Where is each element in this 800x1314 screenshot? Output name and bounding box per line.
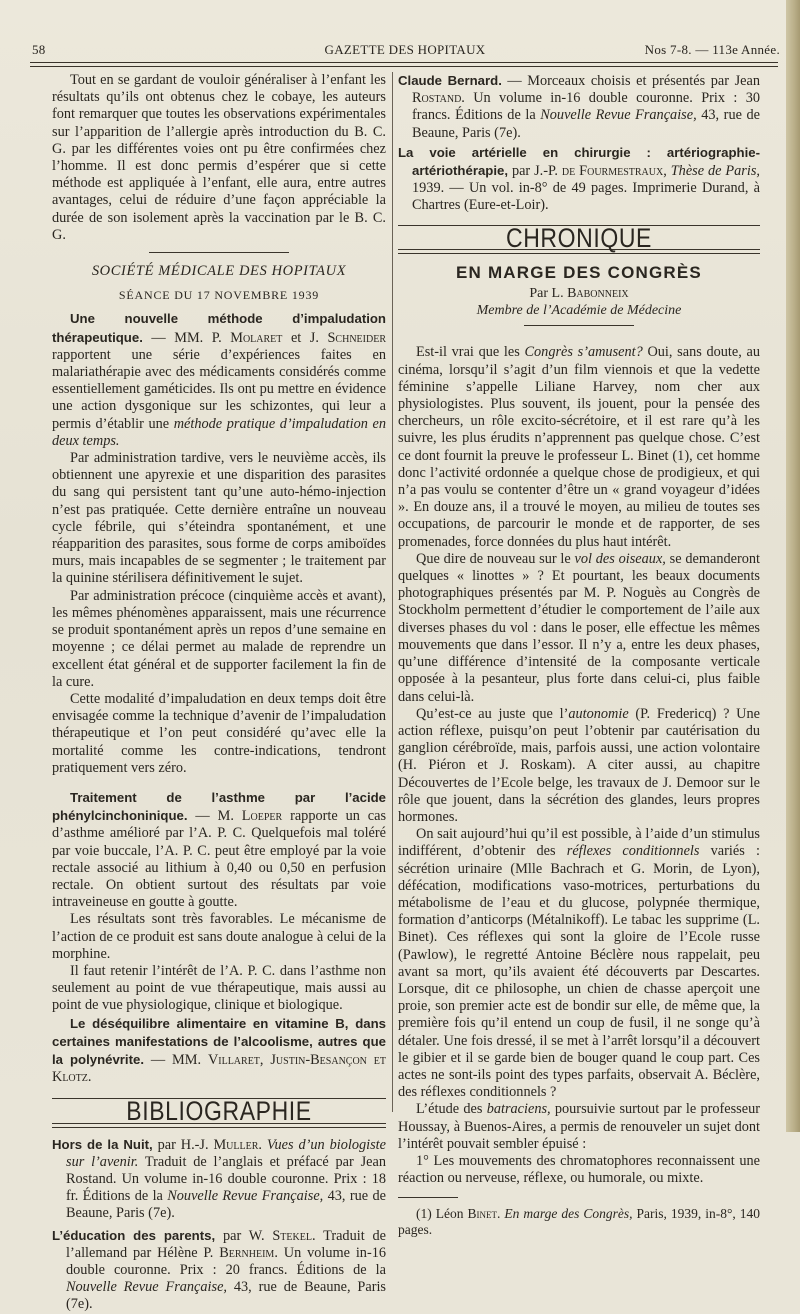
text-run: Que dire de nouveau sur le xyxy=(416,550,575,567)
page-spine-edge xyxy=(786,0,800,1132)
publisher-name: Nouvelle Revue Française, xyxy=(540,107,697,124)
italic-phrase: batraciens, xyxy=(486,1101,551,1118)
biblio-entry xyxy=(398,72,760,142)
book-title: Claude Bernard. xyxy=(398,73,502,88)
article-heading: EN MARGE DES CONGRÈS xyxy=(456,262,702,282)
journal-title: GAZETTE DES HOPITAUX xyxy=(324,42,486,57)
text-run: — MM. xyxy=(144,1051,208,1068)
author-name: Babonneix xyxy=(567,286,629,302)
author-name: Schneider xyxy=(327,329,386,346)
text-run: 43, rue de Beaune, Paris (7e). xyxy=(66,1279,386,1313)
header-rule xyxy=(30,62,778,63)
text-run: L’étude des xyxy=(416,1101,487,1118)
author-role: Membre de l’Académie de Médecine xyxy=(476,303,682,319)
article-title: Une nouvelle méthode d’impaludation thérapeutique. xyxy=(52,311,386,345)
paragraph: Il faut retenir l’intérêt de l’A. P. C. dans l’asthme non seulement au point de vue thérapeutique, mais aussi au point de vue physiologique, clinique et biologique. xyxy=(52,962,386,1014)
paragraph: Par administration tardive, vers le neuvième accès, ils obtiennent une apyrexie et une disparition des parasites du sang qui persistent tant qu’une auto-hémo-injection n’est pas pratiquée. Cette dernière entraîne un nouveau cycle fébrile, qui s’éteindra spontanément, et une réapparition des parasites, sous forme de corps amiboïdes murs, mais incapables de se segmenter ; le traitement par la quinine stérilisera définitivement le sujet. xyxy=(52,450,386,587)
article-title: Le déséquilibre alimentaire en vitamine B, dans certaines manifestations de l’alcoolisme, autres que la polynévrite. xyxy=(52,1015,386,1067)
author-name: Molaret xyxy=(230,329,283,346)
text-run: par H.-J. xyxy=(152,1136,214,1153)
text-run: par J.-P. xyxy=(508,163,562,180)
text-run: Paris, 1939, in-8°, 140 pages. xyxy=(398,1206,760,1238)
author-name: Muller. xyxy=(213,1136,262,1153)
translator-name: Bernheim. xyxy=(219,1244,278,1261)
author-names: Villaret, Justin-Besançon et Klotz. xyxy=(52,1051,386,1086)
text-run: (P. Fredericq) ? Une action réflexe, puisqu’on peut l’obtenir par cautérisation du ganglion cérébroïde, mais, parfois aussi, une action volontaire (H. Piéron et J. Roskam). A citer aussi, au chapitre Découvertes de l’Ecole belge, les travaux de J. Demoor sur le rôle que jouent, dans la sécrétion des glandes, leurs propres hormones. xyxy=(398,705,760,825)
chronique-title: CHRONIQUE xyxy=(506,222,652,253)
text-run: — MM. P. xyxy=(142,329,231,346)
page-number: 58 xyxy=(32,42,46,57)
publisher-name: Nouvelle Revue Française, xyxy=(66,1279,228,1296)
author-name: Binet. xyxy=(467,1206,501,1222)
header-rule-thin xyxy=(30,66,778,67)
intro-paragraph: Tout en se gardant de vouloir généraliser à l’enfant les résultats qu’ils ont obtenus chez le cobaye, les auteurs font remarquer que toutes les observations expérimentales sur l’apparition de l’allergie après introduction du B. C. G. par les différentes voies ont pu être confirmées chez l’homme. Il est donc permis d’espérer que si cette méthode est appliquée à l’enfant, elle aura, entre autres avantages, celui de réduire d’une façon appréciable la durée de son isolement après la vaccination par le B. C. G. xyxy=(52,72,386,243)
book-title: Hors de la Nuit, xyxy=(52,1136,153,1152)
paragraph xyxy=(398,826,760,1101)
biblio-entry xyxy=(398,144,760,215)
text-run: Un volume in-16 double couronne. Prix : 20 francs. Éditions de la xyxy=(66,1244,387,1278)
text-run: et J. xyxy=(282,329,328,346)
author-name: de Fourmestraux, xyxy=(561,163,667,180)
society-title: SOCIÉTÉ MÉDICALE DES HOPITAUX xyxy=(91,263,347,280)
publisher-name: Nouvelle Revue Française, xyxy=(167,1188,324,1205)
bibliographie-banner xyxy=(52,1096,386,1127)
right-column xyxy=(398,72,760,1238)
footnote-rule xyxy=(398,1197,458,1198)
issue-number: Nos 7-8. — 113e Année. xyxy=(644,42,780,57)
book-title: L’éducation des parents, xyxy=(52,1227,216,1243)
italic-phrase: autonomie xyxy=(568,705,629,722)
text-run: poursuivie surtout par le professeur Houssay, à Buenos-Aires, a permis de renouveler un sujet dont l’intérêt pouvait sembler épuisé : xyxy=(398,1101,761,1152)
article-asthme xyxy=(52,789,386,911)
byline xyxy=(398,285,760,302)
paragraph: Les résultats sont très favorables. Le mécanisme de l’action de ce produit est sans doute analogue à celui de la morphine. xyxy=(52,911,386,962)
section-rule xyxy=(149,252,289,253)
article-impaludation xyxy=(52,310,386,450)
paragraph: 1° Les mouvements des chromatophores reconnaissent une réaction ou nerveuse, réflexe, ou humorale, ou mixte. xyxy=(398,1152,760,1187)
text-run: Un volume in-16 double couronne. Prix : 30 francs. Éditions de la xyxy=(412,90,760,124)
paragraph xyxy=(398,706,760,826)
paragraph xyxy=(398,344,760,550)
text-run: — M. xyxy=(187,808,242,825)
author-name: Loeper xyxy=(241,808,283,825)
text-run: variés : sécrétion urinaire (Mlle Bachrach et G. Morin, de Lyon), défécation, modifications vaso-motrices, perturbations du métabolisme de l’eau et du glucose, polypnée thermique, formation d’anticorps (Métalnikoff). Le tabac les supprime (L. Binet). Ces réflexes qui sont la gloire de l’Ecole russe (Pawlow), le regretté Antoine Béclère nous rappelait, peu avant sa mort, qu’ils avaient été découverts par Descartes. Lorsque, dit ce philosophe, un chien de chasse aperçoit une proie, son premier acte est de bondir sur elle, de même que, la première fois qu’il entend un coup de fusil, il ne songe qu’à détaler. Une fois dressé, il se met à l’arrêt lorsqu’il a découvert le gibier et il se garde bien de bouger quand le coup part. Ces actes ne sont-ils point des types parfaits, observait A. Béclère, des réflexes conditionnels ? xyxy=(398,843,760,1101)
text-run: se demanderont quelques « linottes » ? Et pourtant, les beaux documents photographiques présentés par M. P. Noguès au Congrès de Stockholm permettent d’étudier le comportement de l’aile aux diverses phases du vol : dans le poser, elle effectue les mêmes mouvements que dans l’essor. Il n’y a, entre les deux phases, qu’une différence d’intensité de la composante verticale opposée à la pesanteur, plus forte dans celui-ci, plus faible dans celui-là. xyxy=(398,550,760,705)
text-run: On sait aujourd’hui qu’il est possible, à l’aide d’un stimulus indifférent, d’obtenir des xyxy=(398,826,760,860)
paragraph: Par administration précoce (cinquième accès et avant), les mêmes phénomènes apparaissent, mais une récurrence se produit spontanément après un repos d’une semaine en moyenne ; ce délai permet au malade de reprendre un excellent état général et de supporter facilement la fin de la cure. xyxy=(52,587,386,690)
paragraph xyxy=(398,1101,760,1153)
text-run: 1939. — Un vol. in-8° de 49 pages. Imprimerie Durand, à Chartres (Eure-et-Loir). xyxy=(412,180,760,214)
book-title: La voie artérielle en chirurgie : artériographie-artériothérapie, xyxy=(398,144,760,179)
italic-phrase: Vues d’un biologiste sur l’avenir. xyxy=(66,1136,386,1170)
article-rule xyxy=(524,325,634,326)
text-run: rapporte un cas d’asthme amélioré par l’A. P. C. Quelquefois mal toléré par voie buccale, l’A. P. C. peut être employé par la voie rectale associé au lithium à 0,40 ou 0,50 en perfusion rectale. On obtient surtout des résultats par voie intraveineuse en goutte à goutte. xyxy=(52,808,387,911)
author-name: Stekel. xyxy=(272,1227,316,1244)
text-run: par W. xyxy=(215,1227,273,1244)
biblio-entry xyxy=(52,1136,386,1223)
text-run: 43, rue de Beaune, Paris (7e). xyxy=(66,1188,386,1222)
italic-phrase: vol des oiseaux, xyxy=(574,550,666,567)
paragraph xyxy=(398,551,760,706)
article-title: Traitement de l’asthme par l’acide phénylcinchoninique. xyxy=(52,789,386,824)
biblio-entry xyxy=(52,1227,386,1314)
text-run: Oui, sans doute, au cinéma, lorsqu’il s’agit d’un film viennois et que la vedette féminine s’appelle Liliane Harvey, nom cher aux physiologistes. Plus souvent, ils jouent, pour la pensée des chercheurs, un rôle excito-sécrétoire, et il est rare qu’à les suivre, les plus érudits n’apprennent pas quelque chose. C’est ce dont fournit la preuve le professeur L. Binet (1), cet homme donc l’activité ordonnée a quelque chose de prodigieux, et qui n’a pas voulu se contenter d’être un « grand voyageur d’idées ». En douze ans, il a trouvé le moyen, au milieu de toutes ses occupations, de parcourir le monde et de rapporter, de ses promenades, force données du plus haut intérêt. xyxy=(398,344,760,550)
session-date: SÉANCE DU 17 NOVEMBRE 1939 xyxy=(118,288,320,303)
italic-phrase: méthode pratique d’impaludation en deux temps. xyxy=(52,415,386,449)
text-run: rapportent une série d’expériences faites en malariathérapie avec des médicaments considérés comme essentiellement gaméticides. Ils ont pu mettre en évidence une action dysgonique sur les schizontes, qui leur a permis d’établir une xyxy=(52,346,386,432)
italic-phrase: Thèse de Paris, xyxy=(666,163,760,180)
text-run: Est-il vrai que les xyxy=(416,344,525,361)
footnote xyxy=(398,1206,760,1238)
bibliographie-title: BIBLIOGRAPHIE xyxy=(126,1096,312,1127)
italic-phrase: Congrès s’amusent? xyxy=(524,344,643,361)
article-vitamine xyxy=(52,1015,386,1087)
text-run: Traduit de l’allemand par Hélène P. xyxy=(66,1227,386,1261)
text-run: (1) Léon xyxy=(416,1206,468,1222)
paragraph: Cette modalité d’impaludation en deux temps doit être envisagée comme la technique d’avenir de l’impaludation thérapeutique et l’on peut considéré qu’avec elle la mortalité comme les contre-indications, tendront pratiquement vers zéro. xyxy=(52,690,386,776)
chronique-banner xyxy=(398,222,760,253)
text-run: Par L. xyxy=(529,286,568,302)
text-run: Traduit de l’anglais et préfacé par Jean Rostand. Un volume in-16 double couronne. Prix : 18 fr. Éditions de la xyxy=(66,1153,386,1205)
running-header xyxy=(30,40,780,62)
italic-phrase: En marge des Congrès, xyxy=(500,1206,633,1222)
author-name: Rostand. xyxy=(412,90,465,107)
left-column xyxy=(52,72,386,1314)
text-run: Qu’est-ce au juste que l’ xyxy=(416,705,569,722)
column-divider xyxy=(392,72,393,1112)
text-run: — Morceaux choisis et présentés par Jean xyxy=(501,73,760,89)
italic-phrase: réflexes conditionnels xyxy=(566,843,700,860)
text-run: 43, rue de Beaune, Paris (7e). xyxy=(412,107,760,141)
